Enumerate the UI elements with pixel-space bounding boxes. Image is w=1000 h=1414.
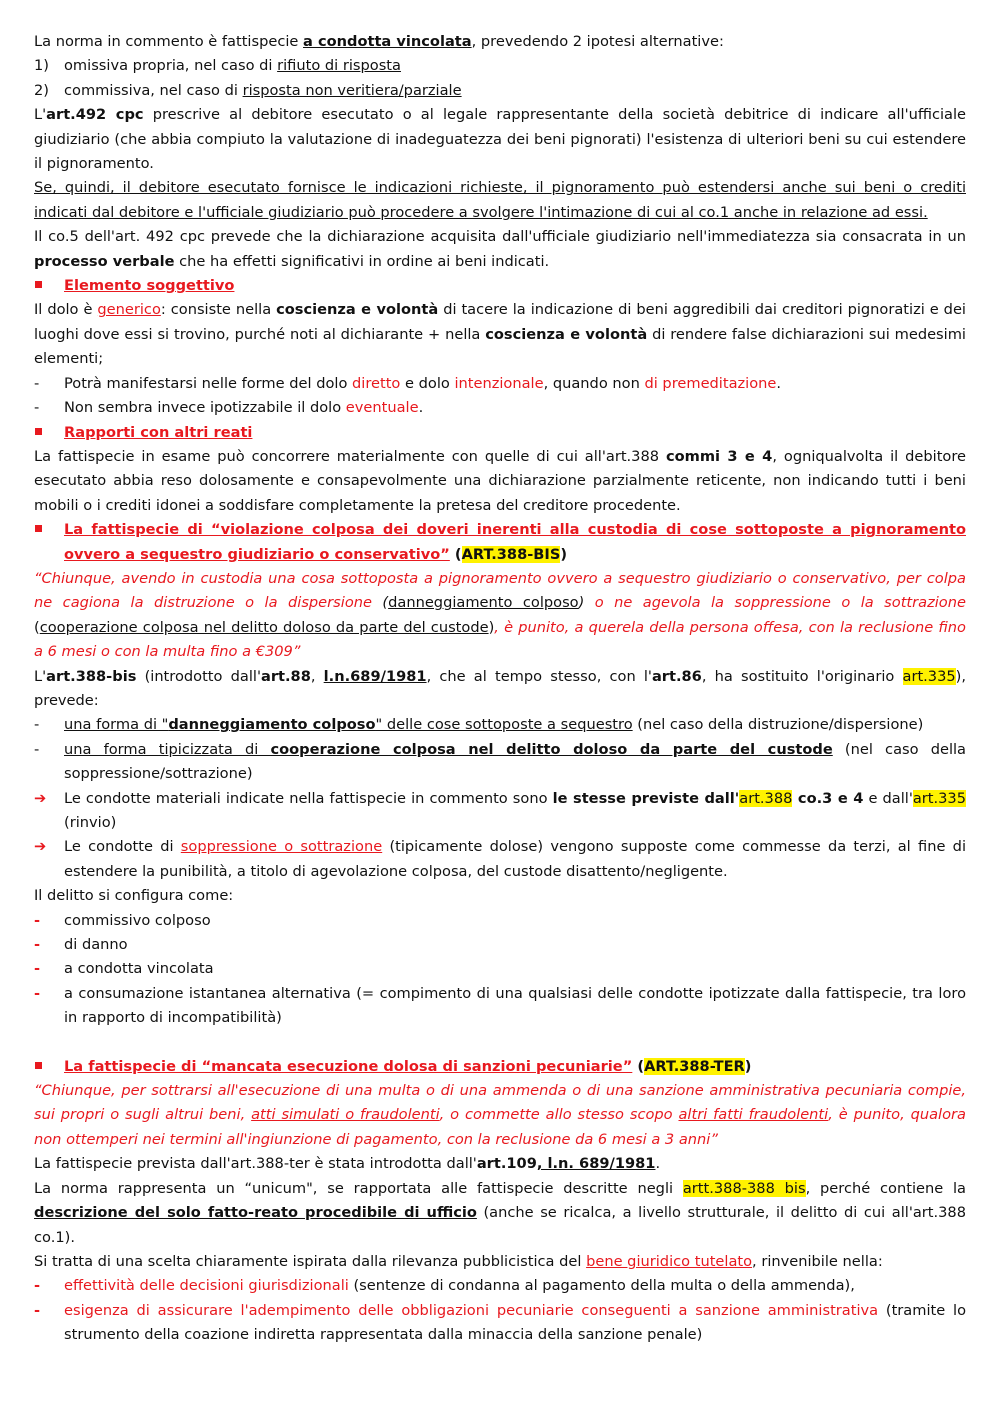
dolo-paragraph: Il dolo è generico: consiste nella coscienza e volontà di tacere la indicazione di beni aggredibili dai creditori pignoratizi e dei luoghi dove essi si trovino, purché noti al dichiarante + nella coscienza e volontà di rendere false dichiarazioni sui medesimi elementi; bbox=[34, 301, 966, 368]
art388bis-paragraph: L'art.388-bis (introdotto dall'art.88, l.n.689/1981, che al tempo stesso, con l'art.86, ha sostituito l'originario art.335), prevede: bbox=[34, 667, 967, 709]
arrow-right-icon: ➔ bbox=[34, 789, 47, 807]
config-item: - commissivo colposo bbox=[34, 911, 211, 929]
square-bullet-icon bbox=[34, 1055, 58, 1079]
arrow-right-icon: ➔ bbox=[34, 838, 47, 856]
quote-388bis: “Chiunque, avendo in custodia una cosa sottoposta a pignoramento ovvero a sequestro giudiziario o conservativo, per colpa ne cagiona la distruzione o la dispersione (danneggiamento colposo) o ne agevola la soppressione o la sottrazione (cooperazione colposa nel delitto doloso da parte del custode), è punito, a querela della persona offesa, con la reclusione fino a 6 mesi o con la multa fino a €309” bbox=[34, 569, 966, 661]
config-item: - a condotta vincolata bbox=[34, 960, 214, 978]
arrow-item: ➔ Le condotte di soppressione o sottrazione (tipicamente dolose) vengono supposte come commesse da terzi, al fine di estendere la punibilità, a titolo di agevolazione colposa, del custode disattento/negligente. bbox=[34, 835, 966, 884]
dolo-item: - Potrà manifestarsi nelle forme del dolo diretto e dolo intenzionale, quando non di premeditazione. bbox=[34, 374, 782, 392]
art492-paragraph: L'art.492 cpc prescrive al debitore esecutato o al legale rappresentante della società debitrice di indicare all'ufficiale giudiziario (che abbia compiuto la valutazione di inadeguatezza dei beni pignorati) l'esistenza di ulteriori beni su cui estendere il pignoramento. bbox=[34, 106, 966, 173]
prevede-item: - una forma di "danneggiamento colposo" delle cose sottoposte a sequestro (nel caso della distruzione/dispersione) bbox=[34, 716, 924, 734]
config-item: - a consumazione istantanea alternativa (= compimento di una qualsiasi delle condotte ipotizzate dalla fattispecie, tra loro in rapporto di incompatibilità) bbox=[34, 984, 966, 1027]
config-paragraph: Il delitto si configura come: bbox=[34, 887, 234, 905]
intro-paragraph: La norma in commento è fattispecie a condotta vincolata, prevedendo 2 ipotesi alternative: bbox=[34, 33, 724, 50]
section-heading-elemento: Elemento soggettivo bbox=[34, 274, 966, 298]
unicum-paragraph: La norma rappresenta un “unicum", se rapportata alle fattispecie descritte negli artt.388-388 bis, perché contiene la descrizione del solo fatto-reato procedibile di ufficio (anche se ricalca, a livello strutturale, il delitto di cui all'art.388 co.1). bbox=[34, 1179, 967, 1246]
square-bullet-icon bbox=[34, 421, 58, 445]
co5-paragraph: Il co.5 dell'art. 492 cpc prevede che la dichiarazione acquisita dall'ufficiale giudiziario nell'immediatezza sia consacrata in un processo verbale che ha effetti significativi in ordine ai beni indicati. bbox=[34, 228, 966, 270]
bene-item: - effettività delle decisioni giurisdizionali (sentenze di condanna al pagamento della multa o della ammenda), bbox=[34, 1277, 855, 1295]
extension-paragraph: Se, quindi, il debitore esecutato fornisce le indicazioni richieste, il pignoramento può estendersi anche sui beni o crediti indicati dal debitore e l'ufficiale giudiziario può procedere a svolgere l'intimazione di cui al co.1 anche in relazione ad essi. bbox=[34, 179, 966, 221]
hypothesis-item: 2) commissiva, nel caso di risposta non veritiera/parziale bbox=[34, 81, 462, 99]
dolo-item: - Non sembra invece ipotizzabile il dolo eventuale. bbox=[34, 399, 424, 417]
section-heading-388ter: La fattispecie di “mancata esecuzione dolosa di sanzioni pecuniarie” (ART.388-TER) bbox=[34, 1055, 966, 1079]
section-heading-388bis: La fattispecie di “violazione colposa dei doveri inerenti alla custodia di cose sottoposte a pignoramento ovvero a sequestro giudiziario o conservativo” (ART.388-BIS) bbox=[34, 518, 966, 567]
rapporti-paragraph: La fattispecie in esame può concorrere materialmente con quelle di cui all'art.388 commi 3 e 4, ogniqualvolta il debitore esecutato abbia reso dolosamente e consapevolmente una dichiarazione parzialmente reticente, non indicando tutti i beni mobili o i crediti idonei a soddisfare completamente la pretesa del creditore procedente. bbox=[34, 447, 967, 514]
quote-388ter: “Chiunque, per sottrarsi all'esecuzione di una multa o di una ammenda o di una sanzione amministrativa pecuniaria compie, sui propri o sugli altrui beni, atti simulati o fraudolenti, o commette allo stesso scopo altri fatti fraudolenti, è punito, qualora non ottemperi nei termini all'ingiunzione di pagamento, con la reclusione da 6 mesi a 3 anni” bbox=[34, 1082, 966, 1148]
bene-item: - esigenza di assicurare l'adempimento delle obbligazioni pecuniarie conseguenti a sanzione amministrativa (tramite lo strumento della coazione indiretta rappresentata dalla minaccia della sanzione penale) bbox=[34, 1301, 966, 1344]
prevede-item: - una forma tipicizzata di cooperazione colposa nel delitto doloso da parte del custode (nel caso della soppressione/sottrazione) bbox=[34, 740, 967, 783]
square-bullet-icon bbox=[34, 518, 58, 542]
hypothesis-item: 1) omissiva propria, nel caso di rifiuto di risposta bbox=[34, 57, 401, 75]
ter-intro-paragraph: La fattispecie prevista dall'art.388-ter è stata introdotta dall'art.109, l.n. 689/1981. bbox=[34, 1155, 661, 1173]
section-heading-rapporti: Rapporti con altri reati bbox=[34, 421, 966, 445]
config-item: - di danno bbox=[34, 936, 128, 954]
scelta-paragraph: Si tratta di una scelta chiaramente ispirata dalla rilevanza pubblicistica del bene giuridico tutelato, rinvenibile nella: bbox=[34, 1252, 883, 1270]
arrow-item: ➔ Le condotte materiali indicate nella fattispecie in commento sono le stesse previste dall'art.388 co.3 e 4 e dall'art.335 (rinvio) bbox=[34, 787, 966, 836]
square-bullet-icon bbox=[34, 274, 58, 298]
